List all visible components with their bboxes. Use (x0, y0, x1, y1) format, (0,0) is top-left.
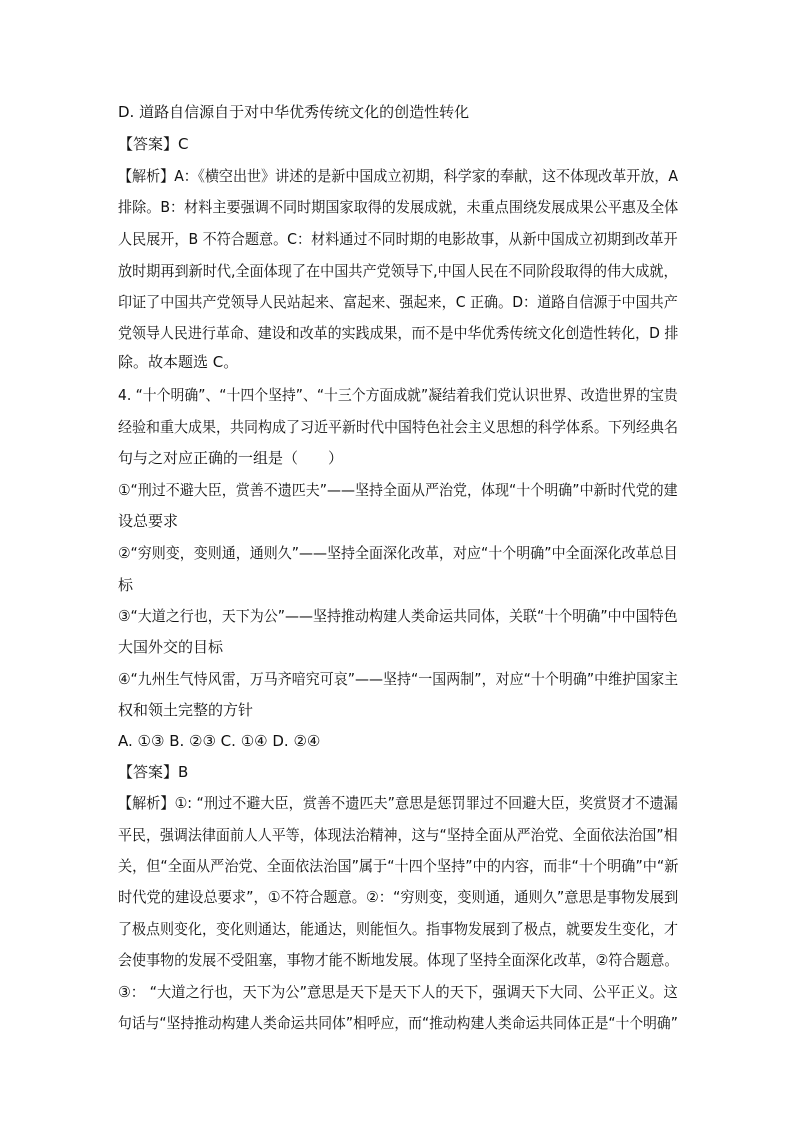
text-line: 党领导人民进行革命、建设和改革的实践成果，而不是中华优秀传统文化创造性转化，D 排 (118, 324, 679, 342)
text-line: 人民展开，B 不符合题意。C：材料通过不同时期的电影故事，从新中国成立初期到改革开 (118, 230, 678, 248)
analysis-text: 了极点则变化，变化则通达，能通达，则能恒久。指事物发展到了极点，就要发生变化，才 (118, 920, 679, 938)
text-line: 排除。B：材料主要强调不同时期国家取得的发展成就，未重点围绕发展成果公平惠及全体 (118, 198, 679, 216)
statement-3: ③“大道之行也，天下为公”——坚持推动构建人类命运共同体，关联“十个明确”中中国特色 (118, 607, 678, 625)
statement-2: 标 (118, 576, 134, 594)
statement-2: ②“穷则变，变则通，通则久”——坚持全面深化改革，对应“十个明确”中全面深化改革总目 (118, 544, 678, 562)
analysis-text: ③： “大道之行也，天下为公”意思是天下是天下人的天下，强调天下大同、公平正义。这 (118, 983, 678, 1001)
text-line: 除。故本题选 C。 (118, 353, 239, 371)
statement-4: 权和领土完整的方针 (118, 701, 254, 719)
statement-4: ④“九州生气恃风雷，万马齐喑究可哀”——坚持“一国两制”，对应“十个明确”中维护国家主 (118, 670, 679, 688)
question-text: 经验和重大成果，共同构成了习近平新时代中国特色社会主义思想的科学体系。下列经典名 (118, 418, 679, 436)
text-line: D. 道路自信源自于对中华优秀传统文化的创造性转化 (118, 103, 470, 121)
analysis-text: 句话与“坚持推动构建人类命运共同体”相呼应，而“推动构建人类命运共同体正是“十个明确” (118, 1014, 678, 1032)
analysis-text: 时代党的建设总要求”，①不符合题意。②：“穷则变，变则通，通则久”意思是事物发展到 (118, 888, 679, 906)
statement-1: 设总要求 (118, 512, 179, 530)
analysis-text: 会使事物的发展不受阻塞，事物才能不断地发展。体现了坚持全面深化改革，②符合题意。 (118, 951, 679, 969)
analysis-text: 关，但“全面从严治党、全面依法治国”属于“十四个坚持”中的内容，而非“十个明确”中“新 (118, 857, 679, 875)
text-line: 【解析】A：《横空出世》讲述的是新中国成立初期，科学家的奉献，这不体现改革开放，A (118, 167, 679, 185)
question-text: 4. “十个明确”、“十四个坚持”、“十三个方面成就”凝结着我们党认识世界、改造世界的宝贵 (118, 386, 678, 404)
statement-3: 大国外交的目标 (118, 638, 224, 656)
text-line: 放时期再到新时代,全面体现了在中国共产党领导下,中国人民在不同阶段取得的伟大成就， (118, 262, 678, 280)
answer-label: 【答案】B (118, 763, 189, 781)
analysis-text: 平民，强调法律面前人人平等，体现法治精神，这与“坚持全面从严治党、全面依法治国”相 (118, 826, 678, 844)
question-text: 句与之对应正确的一组是（ ） (118, 449, 344, 467)
text-line: 印证了中国共产党领导人民站起来、富起来、强起来，C 正确。D：道路自信源于中国共产 (118, 293, 678, 311)
answer-options: A. ①③ B. ②③ C. ①④ D. ②④ (118, 732, 321, 750)
text-line: 【答案】C (118, 135, 189, 153)
analysis-text: 【解析】①: “刑过不避大臣，赏善不遗匹夫”意思是惩罚罪过不回避大臣，奖赏贤才不遗漏 (118, 794, 678, 812)
statement-1: ①“刑过不避大臣，赏善不遗匹夫”——坚持全面从严治党，体现“十个明确”中新时代党的建 (118, 481, 678, 499)
